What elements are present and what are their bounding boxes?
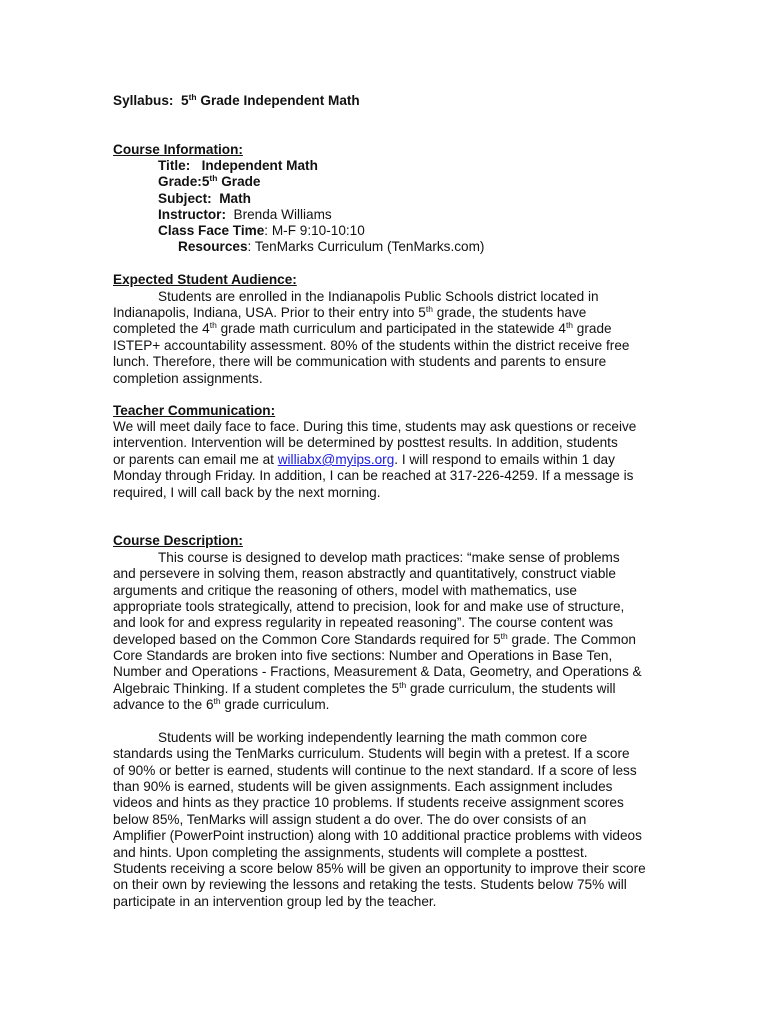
description-line: arguments and critique the reasoning of others, model with mathematics, use [113, 583, 577, 598]
description-line: and persevere in solving them, reason abstractly and quantitatively, construct viable [113, 566, 616, 581]
description-text: grade curriculum. [220, 697, 330, 712]
communication-line: We will meet daily face to face. During this time, students may ask questions or receive [113, 419, 637, 434]
audience-line [113, 321, 612, 337]
resources-value: : TenMarks Curriculum (TenMarks.com) [247, 239, 485, 254]
instructor-value: Brenda Williams [233, 207, 332, 222]
description-text: grade. The Common [507, 632, 636, 647]
description-line: Students will be working independently learning the math common core [158, 730, 588, 745]
class-time-label: Class Face Time [158, 223, 265, 238]
grade-number: 5 [201, 174, 210, 189]
description-line: of 90% or better is earned, students will continue to the next standard. If a score of less [113, 763, 637, 778]
instructor-label: Instructor: [158, 207, 226, 222]
audience-line: ISTEP+ accountability assessment. 80% of the students within the district receive free [113, 338, 630, 353]
course-info-heading: Course Information: [113, 142, 243, 157]
document-title [113, 93, 360, 109]
subject-row [158, 191, 251, 207]
description-line: and hints. Upon completing the assignments, students will complete a posttest. [113, 845, 588, 860]
description-line [113, 697, 329, 713]
resources-row [178, 239, 484, 255]
communication-text: . I will respond to emails within 1 day [394, 452, 615, 467]
title-course-name: Grade Independent Math [200, 93, 360, 108]
communication-line: Monday through Friday. In addition, I can be reached at 317-226-4259. If a message is [113, 468, 634, 483]
course-title-row [158, 158, 318, 174]
audience-text: Indianapolis, Indiana, USA. Prior to their entry into 5 [113, 305, 426, 320]
description-line: Amplifier (PowerPoint instruction) along with 10 additional practice problems with videos [113, 828, 642, 843]
description-line: This course is designed to develop math practices: “make sense of problems [158, 550, 620, 565]
class-time-row [158, 223, 365, 239]
audience-line: lunch. Therefore, there will be communication with students and parents to ensure [113, 354, 607, 369]
ordinal-suffix: th [500, 631, 508, 641]
resources-label: Resources [178, 239, 248, 254]
description-line: than 90% is earned, students will be given assignments. Each assignment includes [113, 779, 613, 794]
description-line: participate in an intervention group led by the teacher. [113, 894, 437, 909]
communication-heading: Teacher Communication: [113, 403, 276, 418]
description-text: Algebraic Thinking. If a student completes the 5 [113, 681, 400, 696]
communication-line [113, 452, 615, 468]
description-text: grade curriculum, the students will [406, 681, 616, 696]
description-line: below 85%, TenMarks will assign student a do over. The do over consists of an [113, 812, 587, 827]
communication-line: intervention. Intervention will be determined by posttest results. In addition, students [113, 435, 618, 450]
instructor-row [158, 207, 332, 223]
description-line: and look for and express regularity in repeated reasoning”. The course content was [113, 615, 613, 630]
grade-word: Grade [221, 174, 261, 189]
ordinal-suffix: th [213, 696, 221, 706]
audience-line: Students are enrolled in the Indianapolis Public Schools district located in [158, 289, 599, 304]
description-line: standards using the TenMarks curriculum. Students will begin with a pretest. If a score [113, 746, 630, 761]
ordinal-suffix: th [209, 320, 217, 330]
audience-text: grade math curriculum and participated in the statewide 4 [216, 321, 566, 336]
audience-text: grade [573, 321, 612, 336]
email-link[interactable]: williabx@myips.org [277, 452, 395, 467]
communication-line: required, I will call back by the next morning. [113, 485, 381, 500]
description-line: videos and hints as they practice 10 problems. If students receive assignment scores [113, 795, 624, 810]
audience-line [113, 305, 586, 321]
title-label: Syllabus: [113, 93, 174, 108]
description-heading: Course Description: [113, 533, 243, 548]
description-line: Students receiving a score below 85% will be given an opportunity to improve their score [113, 861, 646, 876]
title-grade-suffix: th [188, 92, 197, 102]
description-line [113, 681, 616, 697]
description-text: developed based on the Common Core Standards required for 5 [113, 632, 501, 647]
description-line: appropriate tools strategically, attend to precision, look for and make use of structure, [113, 599, 625, 614]
audience-line: completion assignments. [113, 371, 263, 386]
description-line [113, 632, 636, 648]
audience-text: completed the 4 [113, 321, 210, 336]
audience-heading: Expected Student Audience: [113, 272, 297, 287]
course-title-value: Independent Math [201, 158, 318, 173]
description-line: Core Standards are broken into five sections: Number and Operations in Base Ten, [113, 648, 613, 663]
subject-label: Subject: [158, 191, 212, 206]
ordinal-suffix: th [399, 680, 407, 690]
title-grade-number: 5 [181, 93, 189, 108]
grade-suffix: th [209, 173, 218, 183]
course-title-label: Title: [158, 158, 191, 173]
subject-value: Math [219, 191, 251, 206]
communication-text: or parents can email me at [113, 452, 278, 467]
grade-row [158, 174, 261, 190]
description-text: advance to the 6 [113, 697, 214, 712]
audience-text: grade, the students have [432, 305, 587, 320]
description-line: on their own by reviewing the lessons and retaking the tests. Students below 75% will [113, 877, 627, 892]
grade-label: Grade: [158, 174, 202, 189]
class-time-value: : M-F 9:10-10:10 [264, 223, 365, 238]
description-line: Number and Operations - Fractions, Measurement & Data, Geometry, and Operations & [113, 664, 642, 679]
ordinal-suffix: th [425, 304, 433, 314]
ordinal-suffix: th [565, 320, 574, 330]
